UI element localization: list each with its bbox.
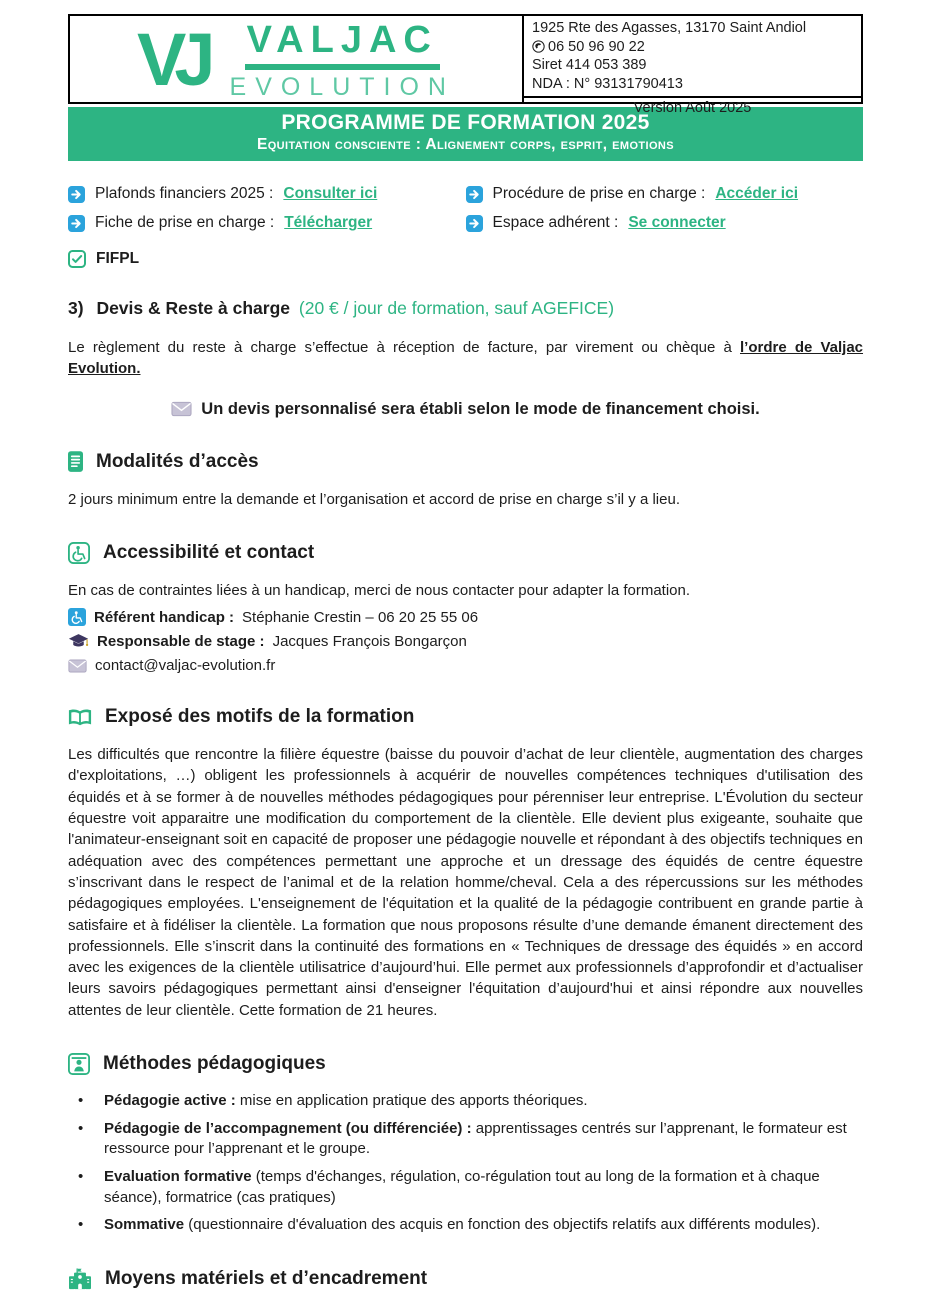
- list-item: [68, 1119, 863, 1160]
- quick-links-right: [466, 185, 864, 232]
- document-version: Version Août 2025: [524, 96, 861, 119]
- referent-handicap-value: Stéphanie Crestin – 06 20 25 55 06: [242, 608, 479, 626]
- wheelchair-badge-icon: [68, 608, 86, 626]
- section-number: 3): [68, 298, 84, 318]
- document-header: [68, 14, 863, 116]
- checked-checkbox-icon[interactable]: [68, 250, 86, 268]
- link-row-fiche: [68, 214, 466, 232]
- company-address: 1925 Rte des Agasses, 13170 Saint Andiol: [532, 20, 807, 36]
- bullet-lead: Sommative: [104, 1216, 185, 1234]
- fifpl-row: [68, 250, 863, 268]
- arrow-right-icon: [466, 186, 483, 203]
- arrow-right-icon: [68, 215, 85, 232]
- modalites-body: 2 jours minimum entre la demande et l’organisation et accord de prise en charge s’il y a lieu.: [68, 490, 680, 508]
- devis-paragraph-emphasis: l’ordre de Valjac Evolution.: [68, 339, 864, 378]
- section-accessibilite-heading: [68, 542, 863, 564]
- page-subtitle: Equitation consciente : Alignement corps, esprit, emotions: [256, 136, 675, 153]
- responsable-stage-value: Jacques François Bongarçon: [272, 633, 467, 651]
- bullet-lead: Evaluation formative: [104, 1168, 252, 1186]
- section-title-note: (20 € / jour de formation, sauf AGEFICE): [298, 298, 615, 318]
- responsable-stage-line: [68, 633, 863, 650]
- section-title: Devis & Reste à charge: [96, 298, 291, 318]
- telecharger-link[interactable]: Télécharger: [284, 214, 373, 231]
- methodes-bullets: [68, 1091, 863, 1236]
- fifpl-label: FIFPL: [96, 250, 140, 267]
- contact-email: contact@valjac-evolution.fr: [95, 657, 276, 675]
- devis-paragraph: [68, 337, 863, 380]
- envelope-icon: [68, 659, 87, 673]
- logo-subname: EVOLUTION: [229, 72, 455, 101]
- devis-paragraph-text: Le règlement du reste à charge s’effectue à réception de facture, par virement ou chèque à: [68, 339, 740, 356]
- link-label: Espace adhérent :: [492, 214, 619, 231]
- acceder-ici-link[interactable]: Accéder ici: [715, 185, 799, 202]
- phone-icon: [532, 40, 545, 53]
- link-label: Procédure de prise en charge :: [492, 185, 706, 202]
- section-moyens-heading: [68, 1268, 863, 1290]
- arrow-right-icon: [68, 186, 85, 203]
- link-row-plafonds: [68, 185, 466, 203]
- open-book-icon: [68, 708, 92, 727]
- company-info-cell: [522, 16, 861, 116]
- logo-name: VALJAC: [245, 21, 440, 70]
- teacher-icon: [68, 1053, 90, 1075]
- devis-note-text: Un devis personnalisé sera établi selon le mode de financement choisi.: [201, 399, 760, 418]
- list-item: [68, 1215, 863, 1236]
- devis-note: [68, 400, 863, 419]
- quick-links: [68, 185, 863, 232]
- company-siret: Siret 414 053 389: [532, 57, 647, 73]
- logo-monogram: VJ: [137, 17, 204, 101]
- responsable-stage-label: Responsable de stage :: [97, 633, 265, 651]
- section-title: Modalités d’accès: [96, 450, 259, 472]
- section-title: Méthodes pédagogiques: [103, 1053, 326, 1075]
- section-title: Accessibilité et contact: [103, 541, 315, 563]
- company-phone: 06 50 96 90 22: [548, 38, 645, 55]
- company-logo: [70, 16, 522, 102]
- section-modalites-heading: [68, 451, 863, 473]
- list-item: [68, 1167, 863, 1208]
- section-title: Moyens matériels et d’encadrement: [105, 1268, 428, 1290]
- referent-handicap-label: Référent handicap :: [94, 608, 235, 626]
- school-building-icon: [68, 1268, 92, 1290]
- se-connecter-link[interactable]: Se connecter: [628, 214, 726, 231]
- list-item: [68, 1091, 863, 1112]
- section-devis-heading: [68, 298, 863, 319]
- bullet-rest: (temps d'échanges, régulation, co-régulation tout au long de la formation et à chaque séance), formatrice (cas pratiques): [104, 1168, 820, 1206]
- company-phone-line: [532, 38, 853, 57]
- section-title: Exposé des motifs de la formation: [105, 706, 415, 728]
- logo-wordmark: [229, 18, 455, 101]
- bullet-lead: Pédagogie de l’accompagnement (ou différenciée) :: [104, 1119, 472, 1137]
- consulter-ici-link[interactable]: Consulter ici: [283, 185, 378, 202]
- graduation-cap-icon: [68, 633, 89, 650]
- link-label: Fiche de prise en charge :: [95, 214, 275, 231]
- wheelchair-icon: [68, 542, 90, 564]
- envelope-icon: [171, 401, 192, 417]
- section-expose-heading: [68, 706, 863, 728]
- link-row-espace: [466, 214, 864, 232]
- bullet-rest: apprentissages centrés sur l’apprenant, le formateur est ressource pour l’apprenant et le groupe.: [104, 1119, 847, 1158]
- arrow-right-icon: [466, 215, 483, 232]
- page-title: PROGRAMME DE FORMATION 2025: [281, 111, 650, 134]
- company-nda: NDA : N° 93131790413: [532, 75, 683, 92]
- contact-email-line: [68, 657, 863, 674]
- link-label: Plafonds financiers 2025 :: [95, 185, 274, 202]
- referent-handicap-line: [68, 608, 863, 626]
- company-info: [524, 16, 861, 96]
- accessibilite-body: En cas de contraintes liées à un handicap, merci de nous contacter pour adapter la formation.: [68, 581, 691, 599]
- bullet-rest: (questionnaire d'évaluation des acquis en fonction des objectifs relatifs aux différents modules).: [184, 1216, 821, 1234]
- expose-body: Les difficultés que rencontre la filière équestre (baisse du pouvoir d’achat de leur clientèle, augmentation des charges d'exploitations, …) obligent les professionnels à acquérir de nouvelles compétences techniques d'utilisation des équidés et à se former à de nouvelles méthodes pédagogiques pour pérenniser leur entreprise. L'Évolution du secteur équestre voit apparaitre une modification du comportement de la clientèle. Elle devient plus exigeante, souhaite que l'animateur-enseignant soit en capacité de proposer une pédagogie nouvelle et répondant à des objectifs techniques en adéquation avec des compétences permettant une approche et un dressage des équidés de centre équestre s’inscrivant dans le respect de l’animal et de la relation homme/cheval. Cela a des répercussions sur les méthodes pédagogiques employées. L'enseignement de l'équitation et la qualité de la pédagogie contribuent en grande partie à satisfaire et à fidéliser la clientèle. La formation que nous proposons résulte d’une demande émanent directement des professionnels. Elle s’inscrit dans la continuité des formations en « Techniques de dressage des équidés » en accord avec les exigences de la clientèle utilisatrice d’aujourd’hui. Elle permet aux professionnels d’approfondir et d’actualiser leurs savoirs pédagogiques permettant ainsi d'enseigner l'équitation d’aujourd'hui et ainsi répondre aux nouvelles attentes de leur clientèle. Cette formation de 21 heures.: [68, 746, 863, 1019]
- form-list-icon: [68, 451, 83, 472]
- section-methodes-heading: [68, 1053, 863, 1075]
- link-row-procedure: [466, 185, 864, 203]
- bullet-rest: mise en application pratique des apports théoriques.: [235, 1092, 588, 1110]
- quick-links-left: [68, 185, 466, 232]
- bullet-lead: Pédagogie active :: [104, 1092, 236, 1110]
